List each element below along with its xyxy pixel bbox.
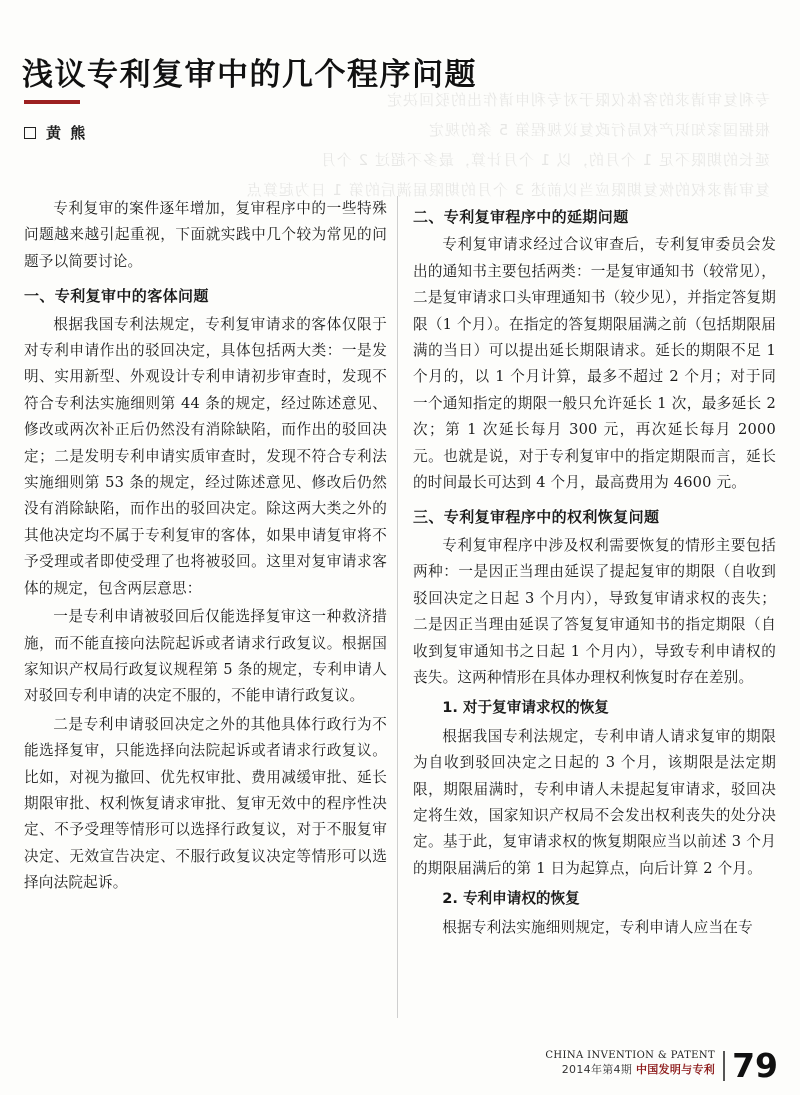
- byline: [24, 122, 87, 143]
- issue-label: 2014年第4期: [561, 1063, 633, 1076]
- paragraph: 根据我国专利法规定，专利申请人请求复审的期限为自收到驳回决定之日起的 3 个月，该期限是法定期限，期限届满时，专利申请人未提起复审请求，驳回决定将生效，国家知识产权局不会发出权利丧失的处分决定。基于此，复审请求权的恢复期限应当以前述 3 个月的期限届满后的第 1 日为起算点，向后计算 2 个月。: [413, 727, 776, 877]
- paragraph: 一是专利申请被驳回后仅能选择复审这一种救济措施，而不能直接向法院起诉或者请求行政复议。根据国家知识产权局行政复议规程第 5 条的规定，专利申请人对驳回专利申请的决定不服的，不能申请行政复议。: [24, 608, 387, 705]
- page-number: 79: [723, 1051, 778, 1081]
- author-name: 黄 熊: [46, 124, 88, 142]
- paragraph: 专利复审请求经过合议审查后，专利复审委员会发出的通知书主要包括两类：一是复审通知书（较常见），二是复审请求口头审理通知书（较少见），并指定答复期限（1 个月）。在指定的答复期限届满之前（包括期限届满的当日）可以提出延长期限请求。延长的期限不足 1 个月的，以 1 个月计算，最多不超过 2 个月；对于同一个通知指定的期限一般只允许延长 1 次，最多延长 2 次；第 1 次延长每月 300 元，再次延长每月 2000 元。也就是说，对于专利复审中的指定期限而言，延长的时间最长可达到 4 个月，最高费用为 4600 元。: [413, 236, 776, 492]
- subsection-heading: 2. 专利申请权的恢复: [442, 890, 580, 908]
- paragraph: 专利复审的案件逐年增加，复审程序中的一些特殊问题越来越引起重视，下面就实践中几个较为常见的问题予以简要讨论。: [24, 200, 387, 270]
- bleed-line: 复审请求权的恢复期限应当以前述 3 个月的期限届满后的第 1 日为起算点: [245, 181, 770, 199]
- bleed-line: 专利复审请求的客体仅限于对专利申请作出的驳回决定: [385, 91, 770, 109]
- paragraph: 根据我国专利法规定，专利复审请求的客体仅限于对专利申请作出的驳回决定，具体包括两大类：一是发明、实用新型、外观设计专利申请初步审查时，发现不符合专利法实施细则第 44 条的规定，经过陈述意见、修改或两次补正后仍然没有消除缺陷，而作出的驳回决定；二是发明专利申请实质审查时，发现不符合专利法实施细则第 53 条的规定，经过陈述意见、修改后仍然没有消除缺陷，而作出的驳回决定。除这两大类之外的其他决定均不属于专利复审的客体，如果申请复审将不予受理或者即使受理了也将被驳回。这里对复审请求客体的规定，包含两层意思：: [24, 315, 387, 597]
- journal-issue-line: [545, 1063, 715, 1077]
- section-heading: 三、专利复审程序中的权利恢复问题: [413, 508, 660, 527]
- journal-name-en: CHINA INVENTION & PATENT: [545, 1050, 716, 1061]
- page-footer: [545, 1046, 778, 1085]
- right-column: [413, 196, 776, 1016]
- section-heading: 一、专利复审中的客体问题: [24, 287, 209, 306]
- left-column: [24, 196, 387, 1016]
- paragraph: 二是专利申请驳回决定之外的其他具体行政行为不能选择复审，只能选择向法院起诉或者请求行政复议。比如，对视为撤回、优先权审批、费用减缓审批、延长期限审批、权利恢复请求审批、复审无效中的程序性决定、不予受理等情形可以选择行政复议，对于不服复审决定、无效宣告决定、不服行政复议决定等情形可以选择向法院起诉。: [24, 715, 387, 892]
- bleed-line: 延长的期限不足 1 个月的，以 1 个月计算，最多不超过 2 个月: [319, 151, 770, 169]
- journal-name-cn: 中国发明与专利: [635, 1063, 716, 1076]
- section-heading: 二、专利复审程序中的延期问题: [413, 208, 629, 226]
- square-bullet-icon: [24, 127, 36, 139]
- title-underline-rule: [24, 100, 80, 104]
- subsection-heading: 1. 对于复审请求权的恢复: [442, 699, 609, 717]
- footer-text: [545, 1049, 715, 1081]
- article-title: 浅议专利复审中的几个程序问题: [22, 56, 477, 93]
- paragraph: 根据专利法实施细则规定，专利申请人应当在专: [442, 918, 753, 936]
- bleed-line: 根据国家知识产权局行政复议规程第 5 条的规定: [427, 121, 770, 139]
- article-body: [24, 196, 776, 1016]
- paragraph: 专利复审程序中涉及权利需要恢复的情形主要包括两种：一是因正当理由延误了提起复审的期限（自收到驳回决定之日起 3 个月内），导致复审请求权的丧失；二是因正当理由延误了答复复审通知书的指定期限（自收到复审通知书之日起 1 个月内），导致专利申请权的丧失。这两种情形在具体办理权利恢复时存在差别。: [413, 536, 776, 686]
